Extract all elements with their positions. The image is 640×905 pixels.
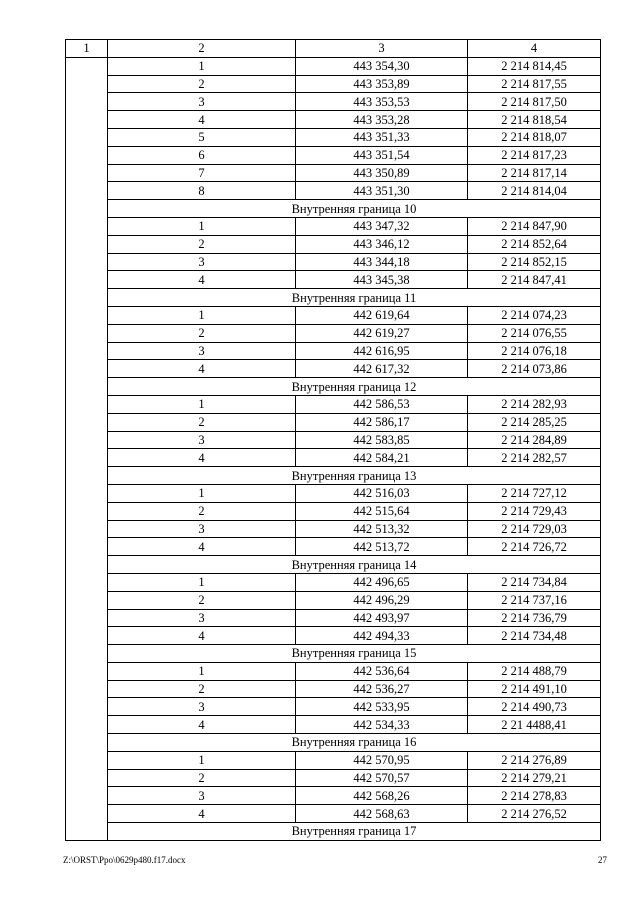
point-number-cell: 2 — [108, 591, 296, 609]
table-row — [66, 502, 601, 520]
x-coordinate-cell: 442 513,72 — [296, 538, 468, 556]
x-coordinate-cell: 442 515,64 — [296, 502, 468, 520]
blank-first-cell — [66, 591, 108, 609]
footer-page-number: 27 — [598, 855, 607, 865]
point-number-cell: 3 — [108, 609, 296, 627]
blank-first-cell — [66, 751, 108, 769]
point-number-cell: 4 — [108, 449, 296, 467]
point-number-cell: 5 — [108, 128, 296, 146]
blank-first-cell — [66, 680, 108, 698]
blank-first-cell — [66, 484, 108, 502]
section-title: Внутренняя граница 14 — [108, 556, 601, 574]
blank-first-cell — [66, 182, 108, 200]
blank-first-cell — [66, 378, 108, 396]
blank-first-cell — [66, 502, 108, 520]
point-number-cell: 3 — [108, 93, 296, 111]
y-coordinate-cell: 2 214 814,04 — [468, 182, 601, 200]
blank-first-cell — [66, 128, 108, 146]
table-row — [66, 360, 601, 378]
point-number-cell: 2 — [108, 413, 296, 431]
blank-first-cell — [66, 93, 108, 111]
blank-first-cell — [66, 734, 108, 752]
y-coordinate-cell: 2 214 726,72 — [468, 538, 601, 556]
blank-first-cell — [66, 662, 108, 680]
blank-first-cell — [66, 289, 108, 307]
x-coordinate-cell: 442 570,95 — [296, 751, 468, 769]
table-row — [66, 573, 601, 591]
footer-file-path: Z:\ORST\Ppo\0629p480.f17.docx — [63, 855, 186, 865]
x-coordinate-cell: 442 583,85 — [296, 431, 468, 449]
point-number-cell: 6 — [108, 146, 296, 164]
point-number-cell: 1 — [108, 573, 296, 591]
point-number-cell: 2 — [108, 769, 296, 787]
y-coordinate-cell: 2 214 285,25 — [468, 413, 601, 431]
table-row — [66, 627, 601, 645]
y-coordinate-cell: 2 214 276,89 — [468, 751, 601, 769]
point-number-cell: 3 — [108, 253, 296, 271]
blank-first-cell — [66, 520, 108, 538]
x-coordinate-cell: 442 616,95 — [296, 342, 468, 360]
x-coordinate-cell: 442 493,97 — [296, 609, 468, 627]
y-coordinate-cell: 2 214 852,64 — [468, 235, 601, 253]
y-coordinate-cell: 2 214 729,43 — [468, 502, 601, 520]
blank-first-cell — [66, 200, 108, 218]
point-number-cell: 1 — [108, 306, 296, 324]
y-coordinate-cell: 2 214 727,12 — [468, 484, 601, 502]
blank-first-cell — [66, 431, 108, 449]
y-coordinate-cell: 2 214 074,23 — [468, 306, 601, 324]
table-header-row — [66, 40, 601, 58]
table-row — [66, 609, 601, 627]
x-coordinate-cell: 442 496,65 — [296, 573, 468, 591]
table-row — [66, 662, 601, 680]
table-row — [66, 413, 601, 431]
blank-first-cell — [66, 253, 108, 271]
section-title-row — [66, 734, 601, 752]
x-coordinate-cell: 443 353,89 — [296, 75, 468, 93]
y-coordinate-cell: 2 214 284,89 — [468, 431, 601, 449]
y-coordinate-cell: 2 214 737,16 — [468, 591, 601, 609]
blank-first-cell — [66, 573, 108, 591]
x-coordinate-cell: 443 353,53 — [296, 93, 468, 111]
blank-first-cell — [66, 57, 108, 75]
table-row — [66, 342, 601, 360]
blank-first-cell — [66, 217, 108, 235]
table-row — [66, 787, 601, 805]
point-number-cell: 1 — [108, 662, 296, 680]
table-row — [66, 805, 601, 823]
y-coordinate-cell: 2 214 073,86 — [468, 360, 601, 378]
blank-first-cell — [66, 805, 108, 823]
table-row — [66, 324, 601, 342]
blank-first-cell — [66, 627, 108, 645]
point-number-cell: 2 — [108, 324, 296, 342]
x-coordinate-cell: 443 347,32 — [296, 217, 468, 235]
point-number-cell: 1 — [108, 395, 296, 413]
x-coordinate-cell: 443 346,12 — [296, 235, 468, 253]
blank-first-cell — [66, 413, 108, 431]
blank-first-cell — [66, 324, 108, 342]
y-coordinate-cell: 2 214 817,55 — [468, 75, 601, 93]
point-number-cell: 3 — [108, 342, 296, 360]
blank-first-cell — [66, 698, 108, 716]
x-coordinate-cell: 442 536,64 — [296, 662, 468, 680]
y-coordinate-cell: 2 214 729,03 — [468, 520, 601, 538]
y-coordinate-cell: 2 214 818,07 — [468, 128, 601, 146]
y-coordinate-cell: 2 214 814,45 — [468, 57, 601, 75]
blank-first-cell — [66, 164, 108, 182]
table-row — [66, 680, 601, 698]
x-coordinate-cell: 443 345,38 — [296, 271, 468, 289]
x-coordinate-cell: 442 516,03 — [296, 484, 468, 502]
table-row — [66, 538, 601, 556]
blank-first-cell — [66, 146, 108, 164]
x-coordinate-cell: 443 354,30 — [296, 57, 468, 75]
y-coordinate-cell: 2 21 4488,41 — [468, 716, 601, 734]
table-row — [66, 146, 601, 164]
table-row — [66, 591, 601, 609]
table-row — [66, 395, 601, 413]
table-row — [66, 235, 601, 253]
x-coordinate-cell: 442 584,21 — [296, 449, 468, 467]
table-row — [66, 520, 601, 538]
table-row — [66, 484, 601, 502]
x-coordinate-cell: 442 586,53 — [296, 395, 468, 413]
blank-first-cell — [66, 609, 108, 627]
y-coordinate-cell: 2 214 076,55 — [468, 324, 601, 342]
point-number-cell: 4 — [108, 805, 296, 823]
point-number-cell: 8 — [108, 182, 296, 200]
point-number-cell: 3 — [108, 520, 296, 538]
section-title: Внутренняя граница 10 — [108, 200, 601, 218]
y-coordinate-cell: 2 214 847,90 — [468, 217, 601, 235]
section-title-row — [66, 378, 601, 396]
x-coordinate-cell: 442 494,33 — [296, 627, 468, 645]
x-coordinate-cell: 442 534,33 — [296, 716, 468, 734]
blank-first-cell — [66, 467, 108, 485]
table-row — [66, 769, 601, 787]
x-coordinate-cell: 443 344,18 — [296, 253, 468, 271]
y-coordinate-cell: 2 214 488,79 — [468, 662, 601, 680]
section-title-row — [66, 556, 601, 574]
point-number-cell: 3 — [108, 787, 296, 805]
blank-first-cell — [66, 645, 108, 663]
table-row — [66, 751, 601, 769]
y-coordinate-cell: 2 214 852,15 — [468, 253, 601, 271]
table-row — [66, 111, 601, 129]
point-number-cell: 3 — [108, 698, 296, 716]
point-number-cell: 4 — [108, 271, 296, 289]
section-title-row — [66, 467, 601, 485]
point-number-cell: 3 — [108, 431, 296, 449]
blank-first-cell — [66, 360, 108, 378]
table-row — [66, 57, 601, 75]
blank-first-cell — [66, 306, 108, 324]
point-number-cell: 4 — [108, 360, 296, 378]
x-coordinate-cell: 442 619,27 — [296, 324, 468, 342]
x-coordinate-cell: 443 353,28 — [296, 111, 468, 129]
point-number-cell: 4 — [108, 716, 296, 734]
x-coordinate-cell: 443 350,89 — [296, 164, 468, 182]
table-row — [66, 182, 601, 200]
header-cell-col1: 1 — [66, 40, 108, 58]
blank-first-cell — [66, 787, 108, 805]
section-title-row — [66, 289, 601, 307]
y-coordinate-cell: 2 214 491,10 — [468, 680, 601, 698]
y-coordinate-cell: 2 214 817,23 — [468, 146, 601, 164]
section-title-row — [66, 200, 601, 218]
x-coordinate-cell: 442 536,27 — [296, 680, 468, 698]
section-title: Внутренняя граница 11 — [108, 289, 601, 307]
table-row — [66, 431, 601, 449]
table-body — [66, 40, 601, 841]
point-number-cell: 1 — [108, 484, 296, 502]
point-number-cell: 1 — [108, 57, 296, 75]
y-coordinate-cell: 2 214 278,83 — [468, 787, 601, 805]
point-number-cell: 4 — [108, 538, 296, 556]
y-coordinate-cell: 2 214 817,14 — [468, 164, 601, 182]
x-coordinate-cell: 442 533,95 — [296, 698, 468, 716]
blank-first-cell — [66, 716, 108, 734]
y-coordinate-cell: 2 214 817,50 — [468, 93, 601, 111]
x-coordinate-cell: 443 351,54 — [296, 146, 468, 164]
x-coordinate-cell: 442 570,57 — [296, 769, 468, 787]
point-number-cell: 4 — [108, 111, 296, 129]
blank-first-cell — [66, 823, 108, 841]
point-number-cell: 2 — [108, 502, 296, 520]
y-coordinate-cell: 2 214 279,21 — [468, 769, 601, 787]
section-title: Внутренняя граница 13 — [108, 467, 601, 485]
table-row — [66, 93, 601, 111]
blank-first-cell — [66, 111, 108, 129]
point-number-cell: 7 — [108, 164, 296, 182]
y-coordinate-cell: 2 214 282,93 — [468, 395, 601, 413]
point-number-cell: 2 — [108, 75, 296, 93]
blank-first-cell — [66, 449, 108, 467]
x-coordinate-cell: 442 586,17 — [296, 413, 468, 431]
x-coordinate-cell: 442 568,63 — [296, 805, 468, 823]
table-row — [66, 716, 601, 734]
y-coordinate-cell: 2 214 818,54 — [468, 111, 601, 129]
y-coordinate-cell: 2 214 734,84 — [468, 573, 601, 591]
point-number-cell: 1 — [108, 217, 296, 235]
y-coordinate-cell: 2 214 076,18 — [468, 342, 601, 360]
x-coordinate-cell: 443 351,33 — [296, 128, 468, 146]
section-title-row — [66, 823, 601, 841]
y-coordinate-cell: 2 214 490,73 — [468, 698, 601, 716]
blank-first-cell — [66, 271, 108, 289]
x-coordinate-cell: 442 496,29 — [296, 591, 468, 609]
header-cell-col3: 3 — [296, 40, 468, 58]
table-row — [66, 698, 601, 716]
table-row — [66, 164, 601, 182]
table-row — [66, 253, 601, 271]
table-row — [66, 75, 601, 93]
x-coordinate-cell: 443 351,30 — [296, 182, 468, 200]
blank-first-cell — [66, 769, 108, 787]
section-title: Внутренняя граница 16 — [108, 734, 601, 752]
blank-first-cell — [66, 342, 108, 360]
x-coordinate-cell: 442 619,64 — [296, 306, 468, 324]
x-coordinate-cell: 442 513,32 — [296, 520, 468, 538]
table-row — [66, 217, 601, 235]
y-coordinate-cell: 2 214 276,52 — [468, 805, 601, 823]
header-cell-col2: 2 — [108, 40, 296, 58]
section-title: Внутренняя граница 12 — [108, 378, 601, 396]
blank-first-cell — [66, 556, 108, 574]
coordinates-table — [65, 39, 601, 841]
y-coordinate-cell: 2 214 282,57 — [468, 449, 601, 467]
point-number-cell: 2 — [108, 235, 296, 253]
y-coordinate-cell: 2 214 736,79 — [468, 609, 601, 627]
y-coordinate-cell: 2 214 734,48 — [468, 627, 601, 645]
y-coordinate-cell: 2 214 847,41 — [468, 271, 601, 289]
section-title: Внутренняя граница 17 — [108, 823, 601, 841]
table-row — [66, 128, 601, 146]
header-cell-col4: 4 — [468, 40, 601, 58]
section-title: Внутренняя граница 15 — [108, 645, 601, 663]
blank-first-cell — [66, 538, 108, 556]
blank-first-cell — [66, 235, 108, 253]
table-row — [66, 306, 601, 324]
blank-first-cell — [66, 395, 108, 413]
table-row — [66, 449, 601, 467]
x-coordinate-cell: 442 568,26 — [296, 787, 468, 805]
x-coordinate-cell: 442 617,32 — [296, 360, 468, 378]
blank-first-cell — [66, 75, 108, 93]
section-title-row — [66, 645, 601, 663]
point-number-cell: 2 — [108, 680, 296, 698]
table-row — [66, 271, 601, 289]
point-number-cell: 1 — [108, 751, 296, 769]
point-number-cell: 4 — [108, 627, 296, 645]
